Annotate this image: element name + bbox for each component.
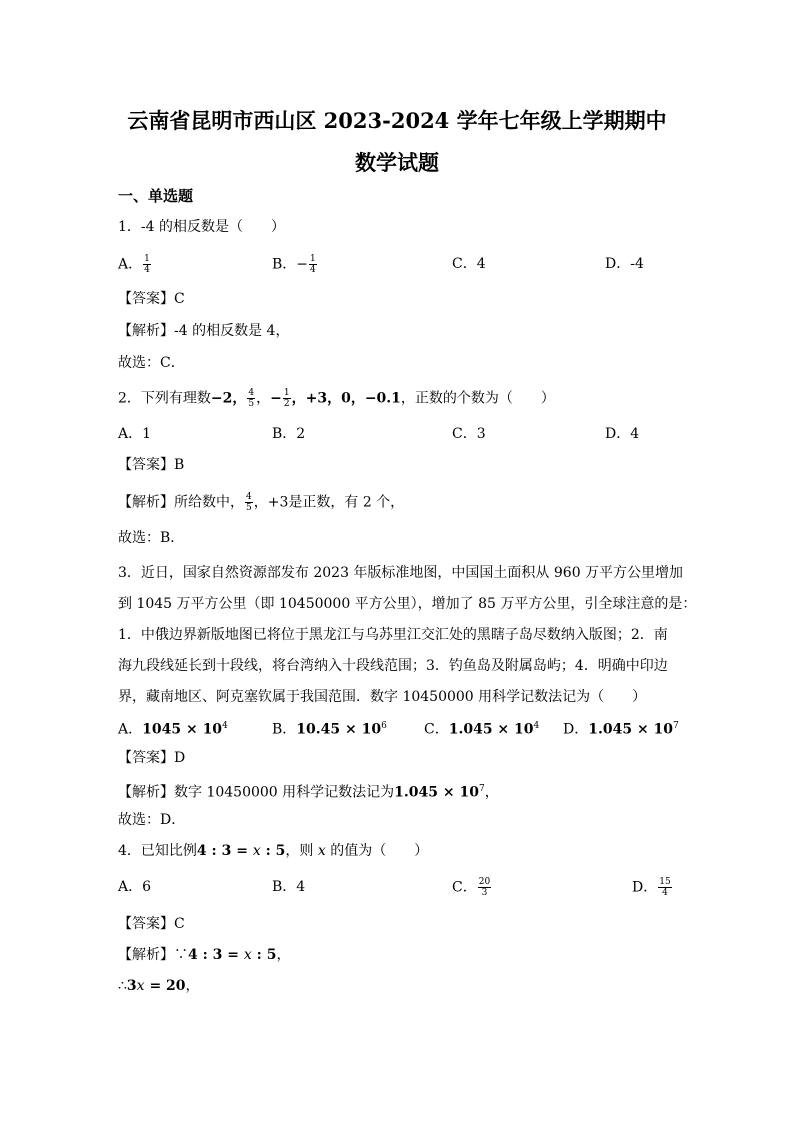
q3-option-d: D．$1.045 \times 10^7$: [563, 721, 679, 738]
q2-stem: 2．下列有理数−2， $\frac{4}{5}$ ，− $\frac{1}{2}$ ，+3，0，−0.1，正数的个数为（ ）: [118, 388, 555, 409]
q4-step: ∴3x = 20，: [118, 978, 200, 994]
q1-answer: 【答案】C: [118, 291, 185, 307]
fraction: $\frac{4}{5}$: [248, 388, 255, 409]
q2-analysis: 【解析】所给数中， $\frac{4}{5}$ ，+3是正数，有 2 个，: [118, 492, 405, 513]
fraction: $\frac{20}{3}$: [478, 877, 491, 898]
fraction: $\frac{1}{4}$: [144, 254, 150, 275]
document-title-line2: 数学试题: [355, 150, 439, 175]
q1-stem: 1．-4 的相反数是（ ）: [118, 219, 285, 235]
q3-analysis: 【解析】数字 10450000 用科学记数法记为$1.045 \times 10^7$，: [118, 784, 499, 801]
q4-answer: 【答案】C: [118, 916, 185, 932]
q2-choose: 故选：B．: [118, 530, 185, 546]
q3-stem-line2: 到 1045 万平方公里（即 10450000 平方公里），增加了 85 万平方公里，引全球注意的是：: [118, 596, 697, 612]
q2-option-b: B．2: [272, 426, 306, 442]
q2-option-c: C．3: [452, 426, 486, 442]
q2-answer: 【答案】B: [118, 457, 185, 473]
q3-option-a: A．$1045 \times 10^4$: [118, 721, 228, 738]
q2-option-d: D．4: [605, 426, 640, 442]
q3-option-b: B．$10.45 \times 10^6$: [272, 721, 387, 738]
q4-option-a: A．6: [118, 879, 152, 895]
q3-stem-line3: 1．中俄边界新版地图已将位于黑龙江与乌苏里江交汇处的黑瞎子岛尽数纳入版图；2．南: [118, 627, 668, 643]
fraction: $\frac{1}{2}$: [283, 388, 290, 409]
q3-stem-line5: 界，藏南地区、阿克塞钦属于我国范围．数字 10450000 用科学记数法记为（ ）: [118, 689, 647, 705]
q1-option-d: D．-4: [605, 256, 644, 272]
fraction: $\frac{1}{4}$: [310, 254, 316, 275]
q3-choose: 故选：D．: [118, 812, 186, 828]
fraction: $\frac{4}{5}$: [246, 492, 252, 513]
q3-stem-line4: 海九段线延长到十段线，将台湾纳入十段线范围；3．钓鱼岛及附属岛屿；4．明确中印边: [118, 658, 668, 674]
q1-option-b: B．− $\frac{1}{4}$: [272, 254, 316, 275]
q3-option-c: C．$1.045 \times 10^4$: [424, 721, 540, 738]
q1-choose: 故选：C．: [118, 355, 185, 371]
q1-analysis: 【解析】-4 的相反数是 4，: [118, 323, 290, 339]
document-title-line1: 云南省昆明市西山区 2023-2024 学年七年级上学期期中: [127, 108, 667, 133]
q3-stem-line1: 3．近日，国家自然资源部发布 2023 年版标准地图，中国国土面积从 960 万平方公里增加: [118, 565, 684, 581]
q1-option-c: C．4: [452, 256, 486, 272]
q2-option-a: A．1: [118, 426, 152, 442]
q3-answer: 【答案】D: [118, 750, 186, 766]
q4-option-c: C． $\frac{20}{3}$: [452, 877, 491, 898]
q4-stem: 4．已知比例4 : 3 = x : 5，则 x 的值为（ ）: [118, 843, 429, 859]
section-heading: 一、单选题: [118, 187, 194, 205]
q4-option-d: D． $\frac{15}{4}$: [632, 877, 671, 898]
fraction: $\frac{15}{4}$: [659, 877, 671, 898]
q4-analysis: 【解析】∵4 : 3 = x : 5，: [118, 947, 291, 963]
q1-option-a: A． $\frac{1}{4}$: [118, 254, 150, 275]
q4-option-b: B．4: [272, 879, 306, 895]
